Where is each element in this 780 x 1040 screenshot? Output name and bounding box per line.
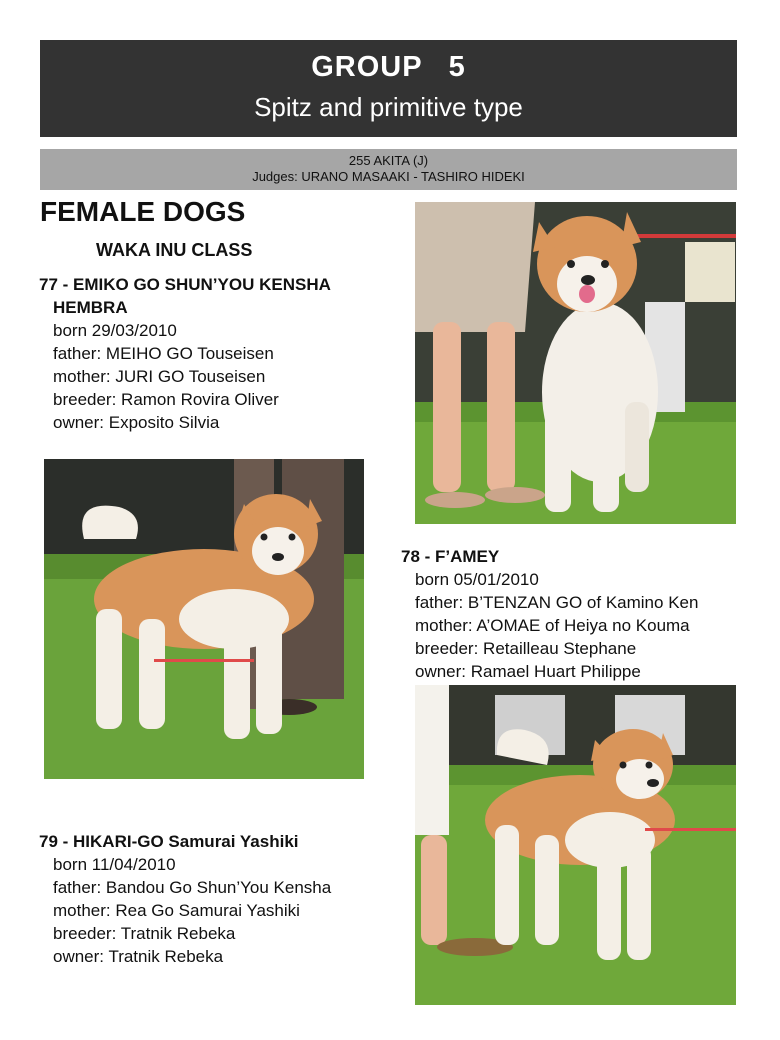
entry-mother: mother: A’OMAE of Heiya no Kouma	[415, 616, 690, 635]
entry-title	[39, 830, 384, 853]
entry-title-line1: 78 - F’AMEY	[401, 547, 500, 566]
entry-father: father: Bandou Go Shun’You Kensha	[53, 878, 332, 897]
entry-breeder: breeder: Ramon Rovira Oliver	[53, 390, 279, 409]
group-label: GROUP	[311, 51, 423, 83]
entry-owner: owner: Ramael Huart Philippe	[415, 662, 641, 681]
entry-born: born 29/03/2010	[53, 321, 177, 340]
entry-breeder: breeder: Tratnik Rebeka	[53, 924, 236, 943]
entry-owner: owner: Exposito Silvia	[53, 413, 220, 432]
breed-name: 255 AKITA (J)	[348, 153, 429, 168]
entry-born: born 05/01/2010	[415, 570, 539, 589]
entry-title	[39, 273, 384, 319]
judges-line: Judges: URANO MASAAKI - TASHIRO HIDEKI	[252, 169, 525, 184]
class-title: WAKA INU CLASS	[96, 240, 253, 260]
group-banner	[40, 40, 737, 137]
group-heading	[40, 51, 737, 84]
group-number: 5	[448, 51, 466, 83]
entry-breeder: breeder: Retailleau Stephane	[415, 639, 637, 658]
group-subtitle: Spitz and primitive type	[254, 92, 523, 122]
entry-mother: mother: Rea Go Samurai Yashiki	[53, 901, 300, 920]
entry-77	[39, 273, 384, 434]
entry-79	[39, 830, 384, 968]
entry-mother: mother: JURI GO Touseisen	[53, 367, 266, 386]
entry-title-line2: HEMBRA	[53, 298, 128, 317]
entry-owner: owner: Tratnik Rebeka	[53, 947, 224, 966]
dog-photo-side	[44, 459, 364, 779]
entry-father: father: MEIHO GO Touseisen	[53, 344, 274, 363]
entry-title-line1: 77 - EMIKO GO SHUN’YOU KENSHA	[39, 275, 331, 294]
dog-photo-front	[415, 202, 736, 524]
section-title: FEMALE DOGS	[40, 196, 246, 227]
entry-born: born 11/04/2010	[53, 855, 176, 874]
entry-title	[401, 545, 746, 568]
breed-bar	[40, 149, 737, 190]
entry-title-line1: 79 - HIKARI-GO Samurai Yashiki	[39, 832, 299, 851]
entry-father: father: B’TENZAN GO of Kamino Ken	[415, 593, 699, 612]
dog-photo-side-2	[415, 685, 736, 1005]
entry-78	[401, 545, 746, 683]
